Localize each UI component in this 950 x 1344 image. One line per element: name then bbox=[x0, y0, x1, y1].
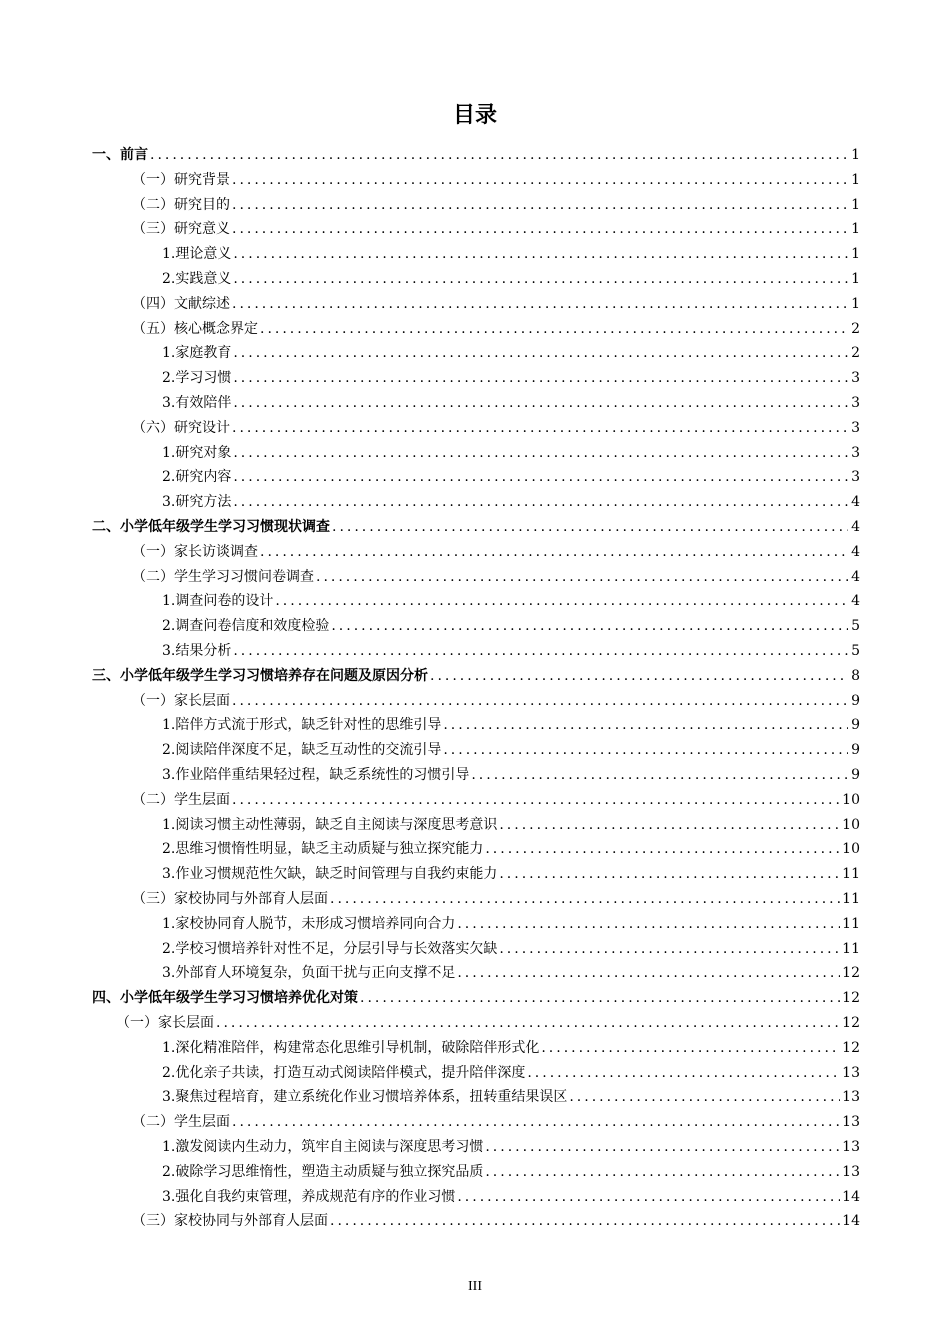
toc-entry-label: 1.理论意义 bbox=[162, 246, 232, 263]
dot-leader bbox=[499, 813, 840, 838]
toc-entry-label: 3.聚焦过程培育，建立系统化作业习惯培养体系，扭转重结果误区 bbox=[162, 1089, 568, 1106]
toc-entry-page-number: 3 bbox=[851, 395, 860, 411]
toc-entry[interactable] bbox=[132, 540, 860, 565]
toc-entry-page-number: 10 bbox=[842, 816, 860, 833]
toc-entry-label: 1.深化精准陪伴，构建常态化思维引导机制，破除陪伴形式化 bbox=[162, 1039, 540, 1056]
dot-leader bbox=[232, 689, 848, 714]
dot-leader bbox=[316, 565, 848, 590]
toc-entry[interactable] bbox=[162, 441, 860, 466]
toc-entry-page-number: 9 bbox=[851, 767, 860, 783]
toc-entry-page-number: 1 bbox=[851, 147, 860, 163]
dot-leader bbox=[232, 788, 840, 813]
page-number-footer: III bbox=[468, 1279, 482, 1294]
toc-entry[interactable] bbox=[162, 862, 860, 887]
toc-entry-label: （二）学生层面 bbox=[132, 791, 230, 808]
dot-leader bbox=[233, 267, 848, 292]
dot-leader bbox=[275, 589, 848, 614]
toc-entry[interactable] bbox=[162, 937, 860, 962]
toc-entry-label: 一、前言 bbox=[92, 147, 148, 163]
toc-entry-label: （一）家长层面 bbox=[116, 1015, 214, 1031]
toc-entry-label: 1.家校协同育人脱节，未形成习惯培养同向合力 bbox=[162, 915, 456, 932]
toc-entry[interactable] bbox=[132, 416, 860, 441]
dot-leader bbox=[457, 1185, 840, 1210]
toc-entry-label: 3.作业陪伴重结果轻过程，缺乏系统性的习惯引导 bbox=[162, 767, 470, 783]
toc-entry-page-number: 13 bbox=[842, 1163, 860, 1180]
toc-entry-page-number: 4 bbox=[851, 543, 860, 560]
toc-entry[interactable] bbox=[92, 664, 860, 689]
toc-entry[interactable] bbox=[132, 1209, 860, 1234]
toc-entry[interactable] bbox=[162, 465, 860, 490]
toc-entry-label: （三）家校协同与外部育人层面 bbox=[132, 891, 328, 907]
toc-entry-label: 2.学习习惯 bbox=[162, 370, 232, 387]
toc-entry-page-number: 12 bbox=[842, 965, 860, 982]
toc-entry[interactable] bbox=[92, 143, 860, 168]
toc-entry-label: 1.研究对象 bbox=[162, 444, 232, 461]
page-title: 目录 bbox=[452, 103, 497, 128]
dot-leader bbox=[232, 193, 848, 218]
dot-leader bbox=[233, 366, 848, 391]
toc-entry[interactable] bbox=[132, 1110, 860, 1135]
toc-entry[interactable] bbox=[162, 589, 860, 614]
toc-entry[interactable] bbox=[162, 961, 860, 986]
dot-leader bbox=[260, 540, 848, 565]
toc-entry-page-number: 1 bbox=[851, 171, 860, 188]
dot-leader bbox=[541, 1036, 840, 1061]
toc-entry-label: 2.研究内容 bbox=[162, 469, 232, 486]
toc-entry[interactable] bbox=[162, 242, 860, 267]
toc-entry-page-number: 1 bbox=[851, 271, 860, 287]
toc-entry[interactable] bbox=[132, 168, 860, 193]
dot-leader bbox=[233, 341, 848, 366]
dot-leader bbox=[260, 317, 848, 342]
toc-entry[interactable] bbox=[162, 1160, 860, 1185]
dot-leader bbox=[232, 1110, 840, 1135]
dot-leader bbox=[485, 1160, 840, 1185]
toc-entry-label: 1.陪伴方式流于形式，缺乏针对性的思维引导 bbox=[162, 717, 442, 734]
dot-leader bbox=[485, 837, 840, 862]
toc-entry-page-number: 8 bbox=[851, 667, 860, 684]
toc-entry[interactable] bbox=[162, 738, 860, 763]
toc-entry-label: （六）研究设计 bbox=[132, 419, 230, 436]
toc-entry[interactable] bbox=[162, 763, 860, 788]
dot-leader bbox=[331, 614, 848, 639]
dot-leader bbox=[216, 1011, 840, 1036]
toc-entry-page-number: 5 bbox=[851, 618, 860, 635]
dot-leader bbox=[332, 515, 848, 540]
toc-entry-label: 3.作业习惯规范性欠缺，缺乏时间管理与自我约束能力 bbox=[162, 866, 498, 883]
dot-leader bbox=[499, 862, 840, 887]
toc-entry-page-number: 4 bbox=[851, 494, 860, 511]
dot-leader bbox=[232, 217, 848, 242]
dot-leader bbox=[150, 143, 848, 168]
toc-entry-label: 2.阅读陪伴深度不足，缺乏互动性的交流引导 bbox=[162, 742, 442, 759]
dot-leader bbox=[569, 1085, 840, 1110]
toc-entry[interactable] bbox=[162, 813, 860, 838]
toc-entry-label: 3.强化自我约束管理，养成规范有序的作业习惯 bbox=[162, 1188, 456, 1205]
toc-entry-page-number: 3 bbox=[851, 469, 860, 486]
dot-leader bbox=[457, 912, 840, 937]
toc-entry-label: 2.实践意义 bbox=[162, 271, 232, 287]
toc-entry-label: 2.破除学习思维惰性，塑造主动质疑与独立探究品质 bbox=[162, 1163, 484, 1180]
toc-entry-page-number: 1 bbox=[851, 295, 860, 312]
dot-leader bbox=[232, 416, 848, 441]
toc-entry[interactable] bbox=[162, 366, 860, 391]
toc-entry-page-number: 13 bbox=[842, 1064, 860, 1081]
toc-entry-page-number: 1 bbox=[851, 196, 860, 213]
dot-leader bbox=[443, 738, 848, 763]
toc-entry-label: 三、小学低年级学生学习习惯培养存在问题及原因分析 bbox=[92, 667, 428, 684]
toc-entry-label: （一）家长访谈调查 bbox=[132, 543, 258, 560]
toc-entry[interactable] bbox=[162, 1085, 860, 1110]
dot-leader bbox=[233, 242, 848, 267]
toc-entry-page-number: 5 bbox=[851, 643, 860, 659]
toc-entry[interactable] bbox=[162, 1185, 860, 1210]
toc-entry[interactable] bbox=[162, 1061, 860, 1086]
toc-entry-page-number: 1 bbox=[851, 246, 860, 263]
toc-entry-page-number: 1 bbox=[851, 221, 860, 238]
toc-entry-label: （四）文献综述 bbox=[132, 295, 230, 312]
dot-leader bbox=[233, 391, 848, 416]
toc-entry-page-number: 12 bbox=[842, 1039, 860, 1056]
toc-entry[interactable] bbox=[162, 837, 860, 862]
dot-leader bbox=[471, 763, 848, 788]
toc-entry[interactable] bbox=[132, 292, 860, 317]
toc-entry-page-number: 2 bbox=[851, 320, 860, 337]
toc-entry-page-number: 13 bbox=[842, 1114, 860, 1131]
dot-leader bbox=[232, 292, 848, 317]
toc-entry-page-number: 9 bbox=[851, 742, 860, 759]
toc-entry-page-number: 3 bbox=[851, 370, 860, 387]
toc-entry-page-number: 14 bbox=[842, 1188, 860, 1205]
toc-entry-label: 3.研究方法 bbox=[162, 494, 232, 511]
dot-leader bbox=[443, 713, 848, 738]
toc-entry-label: （二）学生学习习惯问卷调查 bbox=[132, 568, 314, 585]
dot-leader bbox=[233, 639, 848, 664]
dot-leader bbox=[527, 1061, 840, 1086]
toc-entry-label: 3.有效陪伴 bbox=[162, 395, 232, 411]
toc-entry-label: （一）家长层面 bbox=[132, 692, 230, 709]
toc-entry[interactable] bbox=[162, 614, 860, 639]
toc-entry-page-number: 4 bbox=[851, 519, 860, 535]
toc-entry-label: （二）学生层面 bbox=[132, 1114, 230, 1131]
toc-entry[interactable] bbox=[116, 1011, 860, 1036]
toc-entry-page-number: 14 bbox=[842, 1213, 860, 1230]
toc-entry[interactable] bbox=[132, 217, 860, 242]
toc-entry-page-number: 9 bbox=[851, 717, 860, 734]
toc-entry-label: （三）研究意义 bbox=[132, 221, 230, 238]
dot-leader bbox=[232, 168, 848, 193]
toc-entry-label: 2.优化亲子共读，打造互动式阅读陪伴模式，提升陪伴深度 bbox=[162, 1064, 526, 1081]
toc-entry-page-number: 10 bbox=[842, 791, 860, 808]
toc-entry[interactable] bbox=[92, 986, 860, 1011]
toc-entry-label: （二）研究目的 bbox=[132, 196, 230, 213]
dot-leader bbox=[457, 961, 840, 986]
toc-entry[interactable] bbox=[162, 341, 860, 366]
toc-entry-page-number: 3 bbox=[851, 444, 860, 461]
toc-entry-page-number: 11 bbox=[842, 940, 860, 957]
toc-entry[interactable] bbox=[132, 565, 860, 590]
toc-entry-label: （三）家校协同与外部育人层面 bbox=[132, 1213, 328, 1230]
toc-entry-label: 1.阅读习惯主动性薄弱，缺乏自主阅读与深度思考意识 bbox=[162, 816, 498, 833]
toc-entry[interactable] bbox=[162, 639, 860, 664]
toc-entry-page-number: 9 bbox=[851, 692, 860, 709]
toc-entry[interactable] bbox=[162, 1135, 860, 1160]
toc-entry[interactable] bbox=[162, 490, 860, 515]
toc-entry-page-number: 12 bbox=[842, 990, 860, 1007]
toc-entry-label: 四、小学低年级学生学习习惯培养优化对策 bbox=[92, 990, 358, 1007]
toc-entry-page-number: 2 bbox=[851, 345, 860, 362]
toc-entry[interactable] bbox=[162, 1036, 860, 1061]
toc-entry-page-number: 10 bbox=[842, 841, 860, 858]
toc-entry[interactable] bbox=[132, 193, 860, 218]
toc-entry-page-number: 11 bbox=[842, 866, 860, 883]
dot-leader bbox=[233, 490, 848, 515]
toc-entry-page-number: 12 bbox=[842, 1015, 860, 1031]
toc-entry-label: （五）核心概念界定 bbox=[132, 320, 258, 337]
toc-entry-label: 3.结果分析 bbox=[162, 643, 232, 659]
toc-entry-label: 3.外部育人环境复杂，负面干扰与正向支撑不足 bbox=[162, 965, 456, 982]
dot-leader bbox=[233, 465, 848, 490]
toc-entry-label: 1.调查问卷的设计 bbox=[162, 593, 274, 610]
toc-entry[interactable] bbox=[132, 689, 860, 714]
dot-leader bbox=[233, 441, 848, 466]
toc-entry-label: 2.调查问卷信度和效度检验 bbox=[162, 618, 330, 635]
toc-entry-page-number: 13 bbox=[842, 1139, 860, 1155]
toc-entry-page-number: 3 bbox=[851, 419, 860, 436]
toc-entry-page-number: 13 bbox=[842, 1089, 860, 1106]
toc-entry-page-number: 4 bbox=[851, 568, 860, 585]
toc-entry[interactable] bbox=[162, 713, 860, 738]
toc-entry-label: 二、小学低年级学生学习习惯现状调查 bbox=[92, 519, 330, 535]
dot-leader bbox=[485, 1135, 840, 1160]
toc-entry[interactable] bbox=[162, 912, 860, 937]
toc-entry-page-number: 11 bbox=[842, 891, 860, 907]
toc-entry[interactable] bbox=[132, 887, 860, 912]
toc-entry-label: （一）研究背景 bbox=[132, 171, 230, 188]
dot-leader bbox=[430, 664, 848, 689]
dot-leader bbox=[330, 1209, 840, 1234]
toc-entry[interactable] bbox=[92, 515, 860, 540]
dot-leader bbox=[330, 887, 840, 912]
dot-leader bbox=[360, 986, 840, 1011]
toc-entry[interactable] bbox=[162, 267, 860, 292]
dot-leader bbox=[499, 937, 840, 962]
toc-entry-page-number: 11 bbox=[842, 915, 860, 932]
toc-entry-label: 1.家庭教育 bbox=[162, 345, 232, 362]
toc-entry[interactable] bbox=[162, 391, 860, 416]
toc-entry[interactable] bbox=[132, 317, 860, 342]
toc-entry-label: 2.思维习惯惰性明显，缺乏主动质疑与独立探究能力 bbox=[162, 841, 484, 858]
toc-entry[interactable] bbox=[132, 788, 860, 813]
toc-entry-page-number: 4 bbox=[851, 593, 860, 610]
toc-entry-label: 2.学校习惯培养针对性不足，分层引导与长效落实欠缺 bbox=[162, 940, 498, 957]
toc-entry-label: 1.激发阅读内生动力，筑牢自主阅读与深度思考习惯 bbox=[162, 1139, 484, 1155]
